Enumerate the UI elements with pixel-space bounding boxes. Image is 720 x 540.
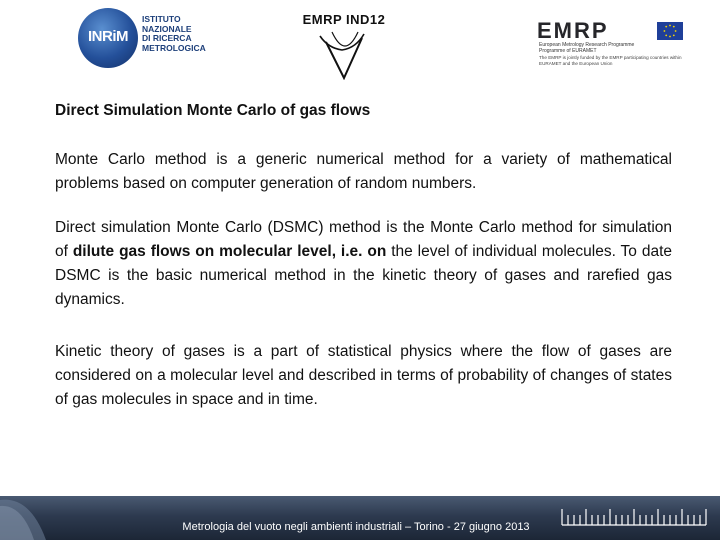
inrim-logo <box>78 8 208 70</box>
project-mark-icon <box>318 30 372 80</box>
paragraph-kinetic-theory: Kinetic theory of gases is a part of statistical physics where the flow of gases are considered on a molecular level and described in terms of probability of changes of states of gas molecules in space and in time. <box>55 343 672 408</box>
project-code: EMRP IND12 <box>302 12 386 27</box>
inrim-institute-name <box>142 15 212 53</box>
dsmc-text-part-1: Direct simulation Monte Carlo (DSMC) method is the Monte Carlo method for simulation of <box>55 219 672 260</box>
inrim-emblem-text: INRiM <box>88 28 128 45</box>
paragraph-dsmc <box>55 216 672 312</box>
emrp-subtitle-2: Programme of EURAMET <box>539 48 597 54</box>
slide-title: Direct Simulation Monte Carlo of gas flows <box>55 102 371 119</box>
emrp-ind12-logo <box>296 10 392 74</box>
footer-caption: Metrologia del vuoto negli ambienti industriali – Torino - 27 giugno 2013 <box>182 521 530 533</box>
inrim-line-2: NAZIONALE <box>142 23 192 34</box>
dsmc-emphasis: dilute gas flows on molecular level, i.e. on <box>72 243 387 260</box>
inrim-line-1: ISTITUTO <box>142 14 181 24</box>
inrim-line-4: METROLOGICA <box>142 42 206 53</box>
emrp-logo <box>535 18 695 68</box>
paragraph-monte-carlo: Monte Carlo method is a generic numerical method for a variety of mathematical problems based on computer generation of random numbers. <box>55 151 672 192</box>
dsmc-text-part-2: the level of individual molecules. To date DSMC is the basic numerical method in the kinetic theory of gases and rarefied gas dynamics. <box>55 243 673 308</box>
eu-flag-icon <box>657 22 683 40</box>
inrim-line-3: DI RICERCA <box>142 33 192 43</box>
emrp-wordmark: EMRP <box>537 18 609 43</box>
emrp-subtitle-1: European Metrology Research Programme <box>539 42 635 48</box>
emrp-funding-note: The EMRP is jointly funded by the EMRP participating countries within EURAMET and the European Union <box>539 55 682 66</box>
